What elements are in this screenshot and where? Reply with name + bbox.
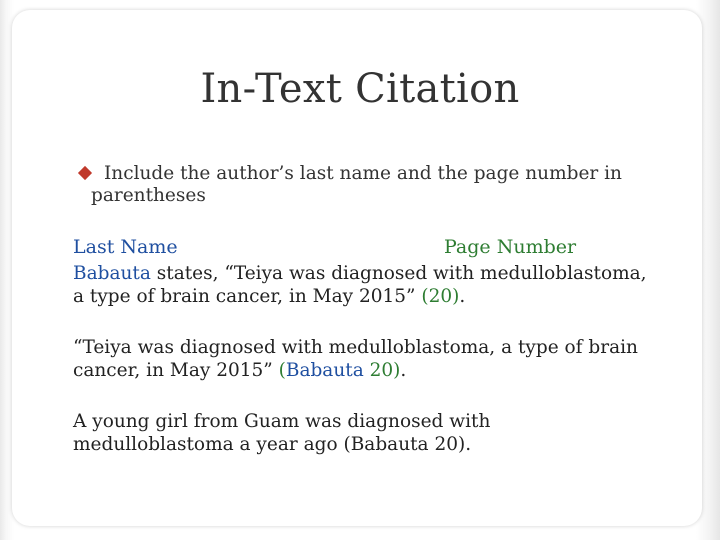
example2-text-a: “Teiya was diagnosed with medulloblastoma, a type of brain — [73, 337, 638, 358]
example3-line1: A young girl from Guam was diagnosed with — [73, 411, 491, 432]
citation-labels — [73, 236, 653, 258]
example1-page: (20) — [421, 286, 460, 307]
page-number-label: Page Number — [444, 236, 577, 258]
diamond-bullet-icon — [78, 166, 92, 180]
example2-author: Babauta — [285, 360, 364, 381]
example-parenthetical — [73, 336, 663, 382]
example1-author: Babauta — [73, 263, 151, 284]
last-name-label: Last Name — [73, 236, 178, 258]
bullet-item — [76, 163, 646, 207]
example1-text-b: a type of brain cancer, in May 2015” — [73, 286, 422, 307]
bullet-text-line1: Include the author’s last name and the page number in — [104, 163, 622, 184]
example-signal-phrase — [73, 262, 663, 308]
example2-end: . — [400, 360, 407, 381]
slide-title: In-Text Citation — [200, 66, 520, 112]
example2-open-paren: ( — [278, 360, 286, 381]
example3-line2: medulloblastoma a year ago (Babauta 20). — [73, 434, 472, 455]
example-paraphrase — [73, 410, 663, 456]
example1-text-a: states, “Teiya was diagnosed with medulloblastoma, — [150, 263, 647, 284]
example2-text-b: cancer, in May 2015” — [73, 360, 279, 381]
example1-end: . — [459, 286, 466, 307]
example2-page: 20) — [363, 360, 401, 381]
bullet-text-line2: parentheses — [91, 185, 206, 206]
